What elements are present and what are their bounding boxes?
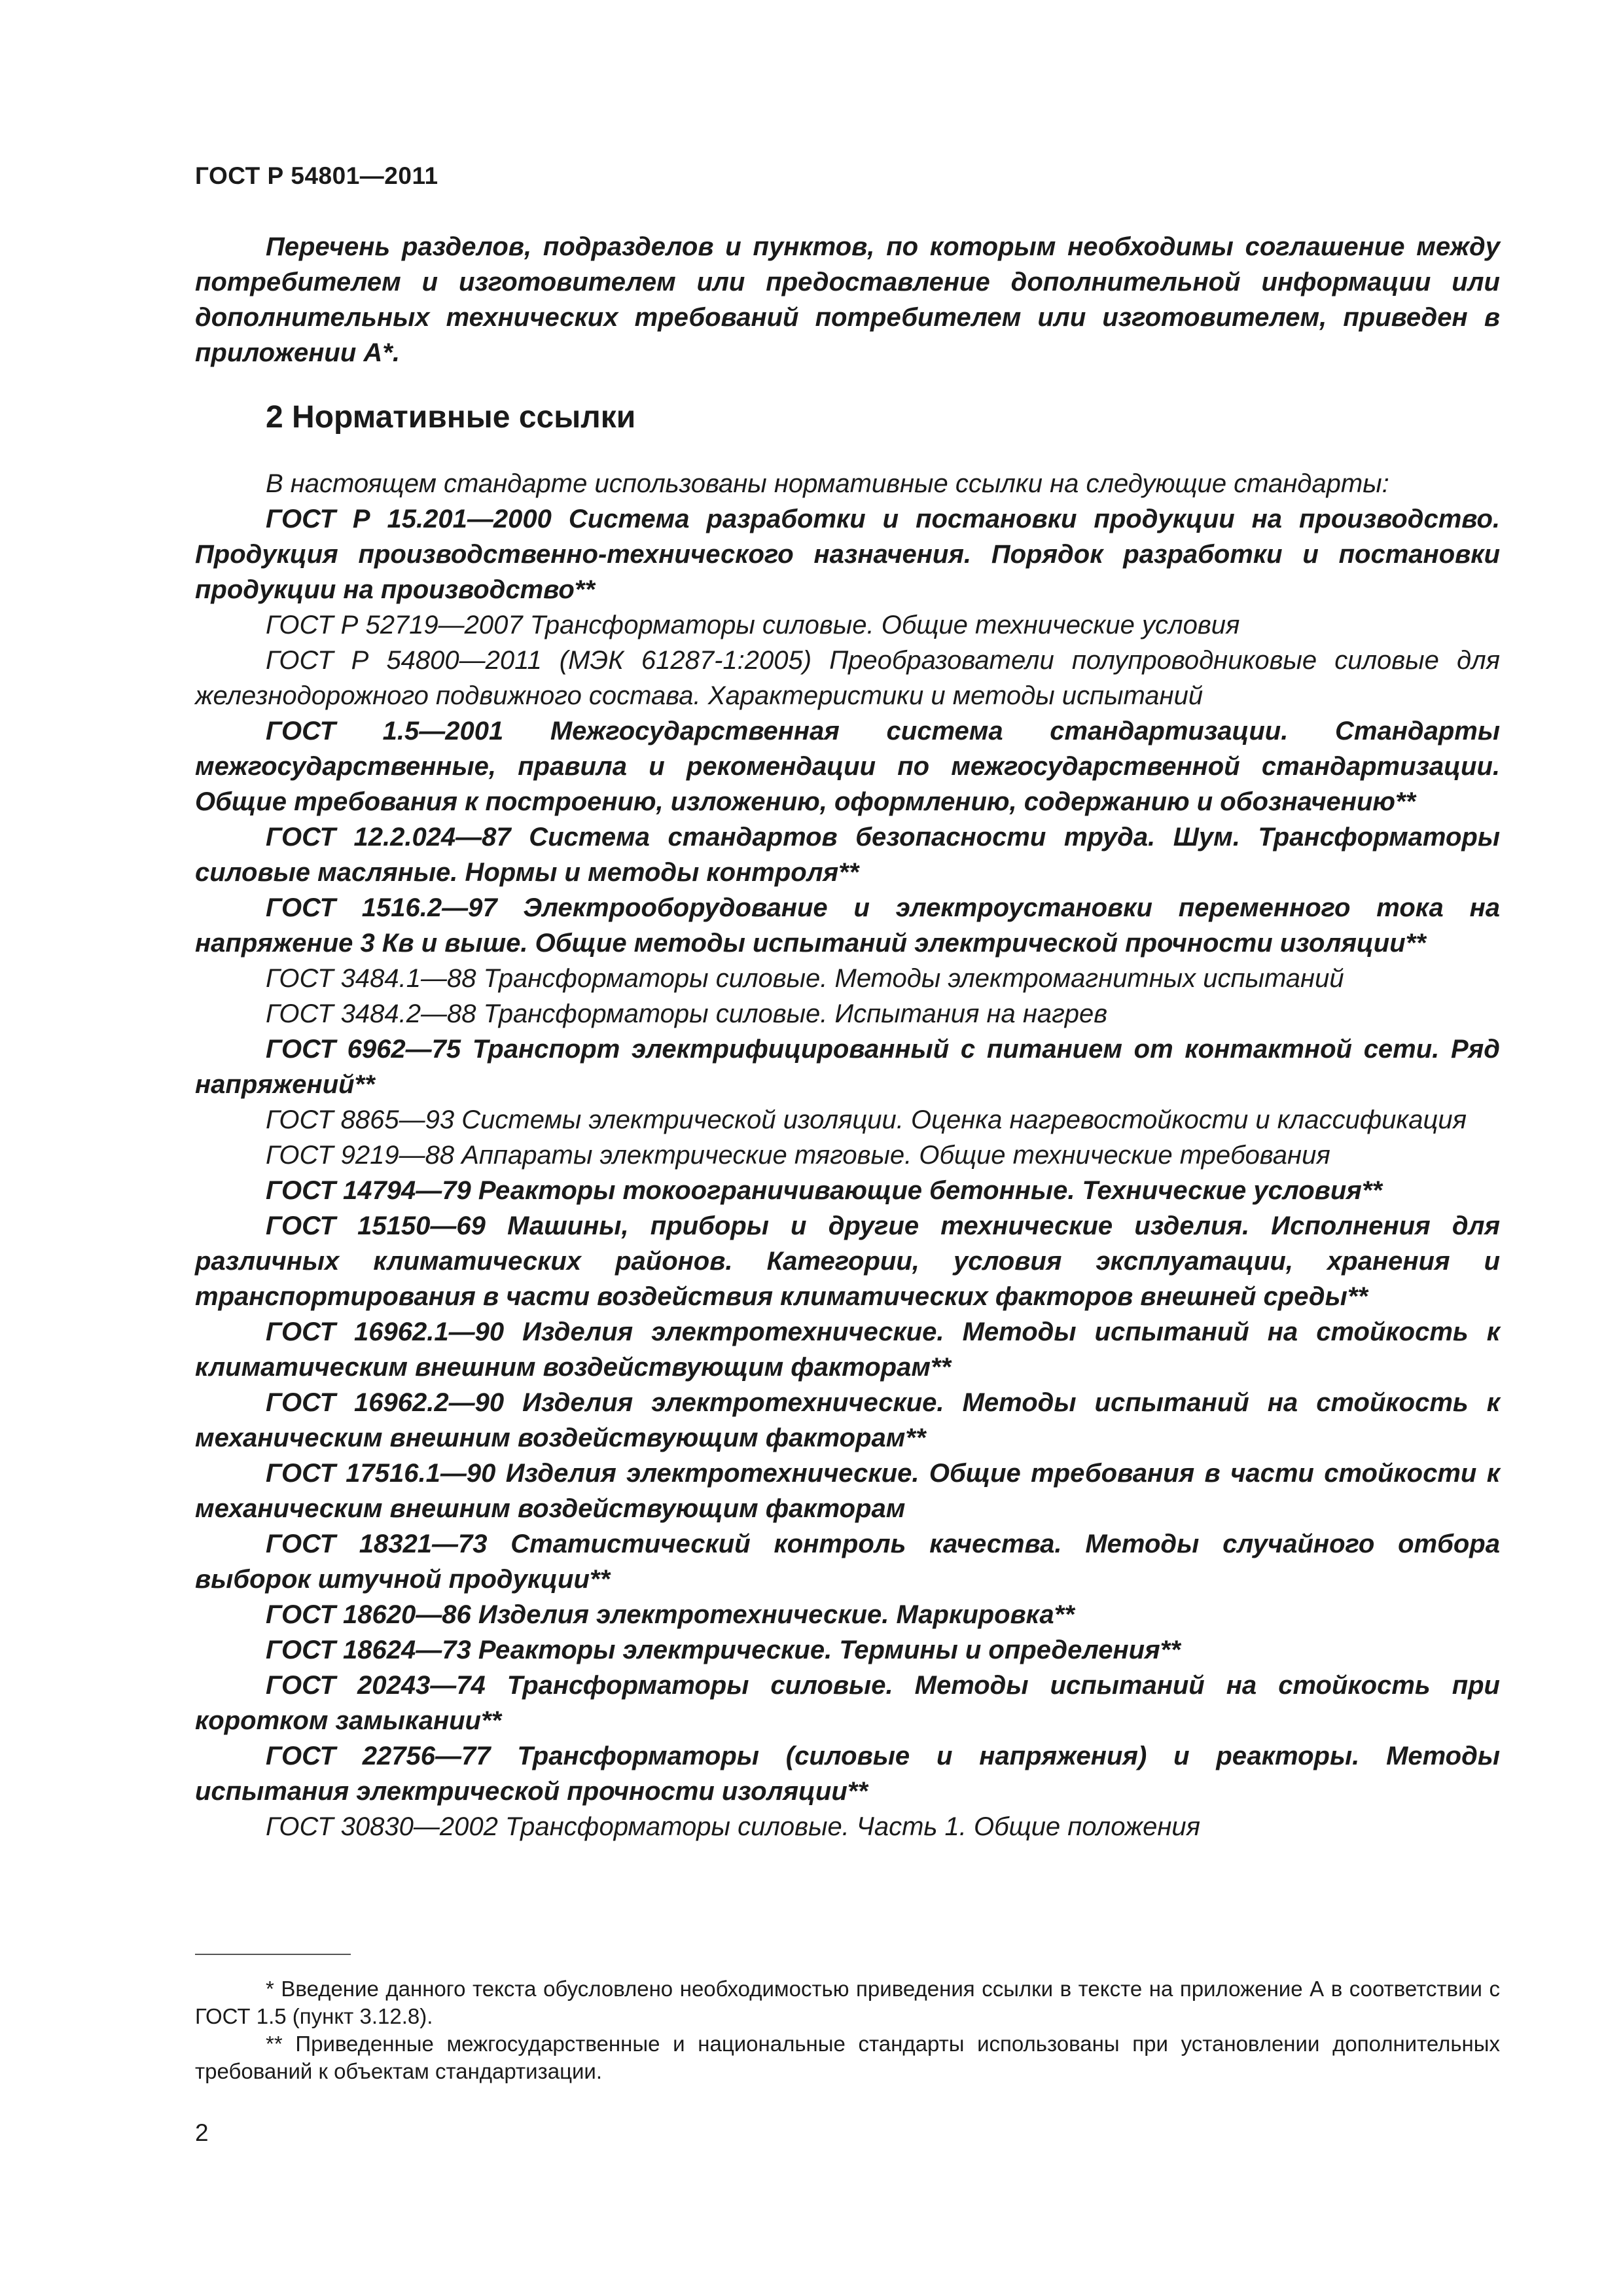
reference-item: ГОСТ 9219—88 Аппараты электрические тяговые. Общие технические требования [266, 1141, 1330, 1170]
reference-item: ГОСТ 15150—69 Машины, приборы и другие технические изделия. Исполнения для различных климатических районов. Категории, условия эксплуатации, хранения и транспортирования в части воздействия климатических факторов внешней среды** [195, 1211, 1500, 1311]
section-lead: В настоящем стандарте использованы нормативные ссылки на следующие стандарты: [266, 469, 1389, 498]
reference-item: ГОСТ 1516.2—97 Электрооборудование и электроустановки переменного тока на напряжение 3 Кв и выше. Общие методы испытаний электрической прочности изоляции** [195, 893, 1500, 958]
reference-item: ГОСТ 20243—74 Трансформаторы силовые. Методы испытаний на стойкость при коротком замыкании** [195, 1671, 1500, 1735]
footnotes [195, 1975, 1500, 2085]
page-number: 2 [195, 2119, 209, 2146]
reference-item: ГОСТ 30830—2002 Трансформаторы силовые. Часть 1. Общие положения [266, 1812, 1200, 1841]
reference-item: ГОСТ 18321—73 Статистический контроль качества. Методы случайного отбора выборок штучной продукции** [195, 1530, 1500, 1594]
reference-item: ГОСТ 22756—77 Трансформаторы (силовые и напряжения) и реакторы. Методы испытания электрической прочности изоляции** [195, 1742, 1500, 1806]
footnote-divider [195, 1954, 351, 1955]
reference-item: ГОСТ Р 54800—2011 (МЭК 61287-1:2005) Преобразователи полупроводниковые силовые для железнодорожного подвижного состава. Характеристики и методы испытаний [195, 646, 1500, 710]
footnote-item: * Введение данного текста обусловлено необходимостью приведения ссылки в тексте на приложение А в соответствии с ГОСТ 1.5 (пункт 3.12.8). [195, 1977, 1500, 2028]
document-code-header: ГОСТ Р 54801—2011 [195, 162, 438, 189]
footnote-item: ** Приведенные межгосударственные и национальные стандарты использованы при установлении дополнительных требований к объектам стандартизации. [195, 2032, 1500, 2083]
reference-item: ГОСТ Р 15.201—2000 Система разработки и постановки продукции на производство. Продукция производственно-технического назначения. Порядок разработки и постановки продукции на производство** [195, 505, 1500, 604]
reference-item: ГОСТ 17516.1—90 Изделия электротехнические. Общие требования в части стойкости к механическим внешним воздействующим факторам [195, 1459, 1500, 1523]
reference-item: ГОСТ 16962.2—90 Изделия электротехнические. Методы испытаний на стойкость к механическим внешним воздействующим факторам** [195, 1388, 1500, 1452]
reference-item: ГОСТ 6962—75 Транспорт электрифицированный с питанием от контактной сети. Ряд напряжений** [195, 1035, 1500, 1099]
reference-item: ГОСТ 3484.1—88 Трансформаторы силовые. Методы электромагнитных испытаний [266, 964, 1344, 993]
reference-item: ГОСТ 14794—79 Реакторы токоограничивающие бетонные. Технические условия** [266, 1176, 1382, 1205]
reference-item: ГОСТ 16962.1—90 Изделия электротехнические. Методы испытаний на стойкость к климатическим внешним воздействующим факторам** [195, 1318, 1500, 1382]
reference-item: ГОСТ 8865—93 Системы электрической изоляции. Оценка нагревостойкости и классификация [266, 1105, 1467, 1134]
intro-paragraph: Перечень разделов, подразделов и пунктов, по которым необходимы соглашение между потребителем и изготовителем или предоставление дополнительной информации или дополнительных технических требований потребителем или изготовителем, приведен в приложении А*. [195, 232, 1500, 367]
section-title: 2 Нормативные ссылки [266, 400, 636, 435]
reference-item: ГОСТ 12.2.024—87 Система стандартов безопасности труда. Шум. Трансформаторы силовые масляные. Нормы и методы контроля** [195, 823, 1500, 887]
reference-item: ГОСТ Р 52719—2007 Трансформаторы силовые. Общие технические условия [266, 611, 1240, 639]
reference-item: ГОСТ 1.5—2001 Межгосударственная система стандартизации. Стандарты межгосударственные, правила и рекомендации по межгосударственной стандартизации. Общие требования к построению, изложению, оформлению, содержанию и обозначению** [195, 717, 1500, 816]
reference-item: ГОСТ 3484.2—88 Трансформаторы силовые. Испытания на нагрев [266, 999, 1108, 1028]
reference-item: ГОСТ 18624—73 Реакторы электрические. Термины и определения** [266, 1636, 1181, 1664]
reference-item: ГОСТ 18620—86 Изделия электротехнические. Маркировка** [266, 1600, 1075, 1629]
page-content [195, 229, 1500, 1844]
